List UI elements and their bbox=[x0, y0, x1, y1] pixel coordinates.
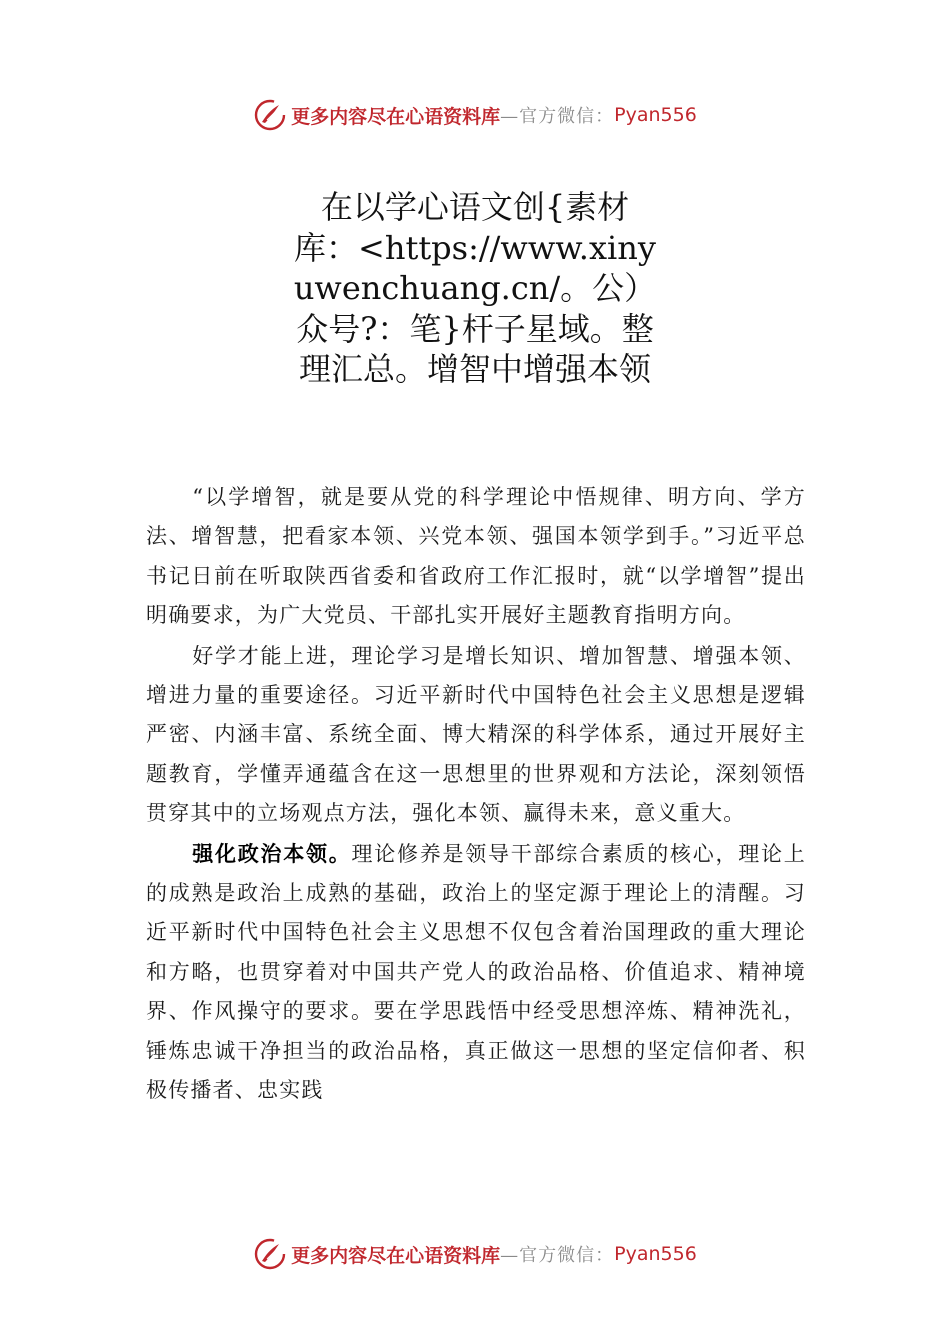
paragraph bbox=[146, 636, 806, 834]
paragraph-text: “以学增智，就是要从党的科学理论中悟规律、明方向、学方法、增智慧，把看家本领、兴党本领、强国本领学到手。”习近平总书记日前在听取陕西省委和省政府工作汇报时，就“以学增智”提出明确要求，为广大党员、干部扎实开展好主题教育指明方向。 bbox=[146, 485, 806, 628]
banner-grey-text: —官方微信： bbox=[500, 1245, 615, 1266]
paragraph-text: 理论修养是领导干部综合素质的核心，理论上的成熟是政治上成熟的基础，政治上的坚定源于理论上的清醒。习近平新时代中国特色社会主义思想不仅包含着治国理政的重大理论和方略，也贯穿着对中国共产党人的政治品格、价值追求、精神境界、作风操守的要求。要在学思践悟中经受思想淬炼、精神洗礼，锤炼忠诚干净担当的政治品格，真正做这一思想的坚定信仰者、积极传播者、忠实践 bbox=[146, 841, 806, 1103]
document-title: 在以学心语文创{素材库：<https://www.xinyuwenchuang.cn/。公）众号?：笔}杆子星域。整理汇总。增智中增强本领 bbox=[293, 188, 657, 388]
logo-icon bbox=[253, 98, 287, 132]
paragraph-text: 好学才能上进，理论学习是增长知识、增加智慧、增强本领、增进力量的重要途径。习近平新时代中国特色社会主义思想是逻辑严密、内涵丰富、系统全面、博大精深的科学体系，通过开展好主题教育，学懂弄通蕴含在这一思想里的世界观和方法论，深刻领悟贯穿其中的立场观点方法，强化本领、赢得未来，意义重大。 bbox=[146, 643, 806, 826]
paragraph bbox=[146, 477, 806, 636]
banner-red-text: 更多内容尽在心语资料库 bbox=[291, 1244, 501, 1267]
footer-banner bbox=[0, 1234, 950, 1274]
banner-red-text: 更多内容尽在心语资料库 bbox=[291, 105, 501, 128]
paragraph-lead: 强化政治本领。 bbox=[192, 840, 352, 866]
banner-handle: Pyan556 bbox=[614, 104, 697, 126]
logo-icon bbox=[253, 1237, 287, 1271]
header-banner bbox=[0, 95, 950, 135]
banner-grey-text: —官方微信： bbox=[500, 106, 615, 127]
paragraph bbox=[146, 834, 806, 1111]
document-body bbox=[146, 477, 806, 1111]
banner-handle: Pyan556 bbox=[614, 1243, 697, 1265]
